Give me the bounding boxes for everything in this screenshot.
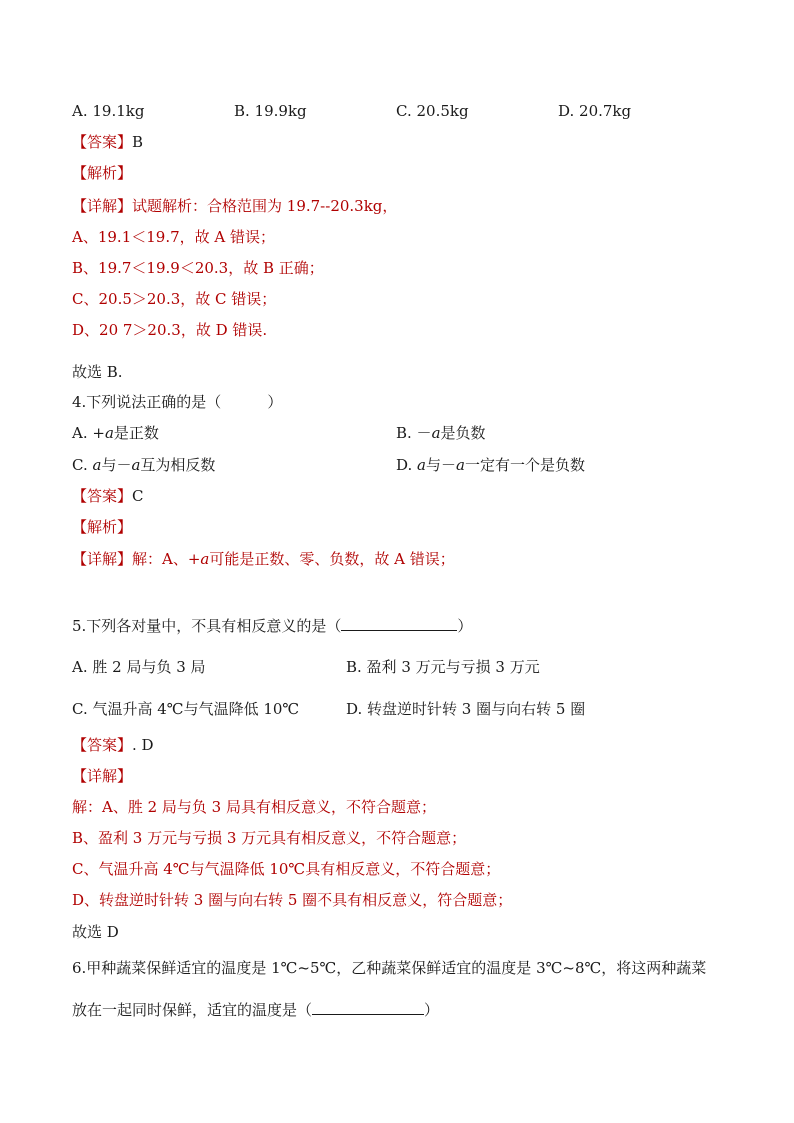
q4-option-b [396,423,486,443]
q4-option-c [72,455,215,475]
q4-b-var: a [431,424,441,442]
q6-stem-text: 放在一起同时保鲜，适宜的温度是（ [72,1001,313,1019]
q3-option-d: D. 20.7kg [558,102,632,120]
q4-answer [72,486,144,506]
q5-line-d: D、转盘逆时针转 3 圈与向右转 5 圈不具有相反意义，符合题意； [72,891,513,909]
q5-option-c: C. 气温升高 4℃与气温降低 10℃ [72,700,300,718]
q3-line-d: D、20 7＞20.3，故 D 错误. [72,321,268,339]
q3-answer [72,132,143,152]
q4-d-pre: D. [396,456,418,474]
q4-a-post: 是正数 [113,424,159,442]
q6-stem-line1: 6.甲种蔬菜保鲜适宜的温度是 1℃~5℃，乙种蔬菜保鲜适宜的温度是 3℃~8℃，将这两种蔬菜 [72,959,707,977]
q5-blank [341,616,457,631]
q5-stem-end: ） [457,617,473,635]
q3-detail [72,196,397,216]
q3-option-a: A. 19.1kg [72,102,145,120]
q4-d-post: 一定有一个是负数 [464,456,585,474]
q4-d-var2: a [456,456,465,474]
q4-option-d [396,455,585,475]
q3-option-c: C. 20.5kg [396,102,469,120]
answer-tag: 【答案】 [72,133,133,151]
q4-detail [72,549,455,569]
q5-conclusion: 故选 D [72,923,119,941]
q3-option-b: B. 19.9kg [234,102,307,120]
q4-d-var1: a [417,456,426,474]
q5-line-b: B、盈利 3 万元与亏损 3 万元具有相反意义，不符合题意； [72,829,467,847]
q5-option-d: D. 转盘逆时针转 3 圈与向右转 5 圈 [346,700,586,718]
q4-option-a [72,423,159,443]
q3-line-a: A、19.1＜19.7，故 A 错误； [72,228,275,246]
q4-d-mid: 与－ [425,456,456,474]
q3-line-b: B、19.7＜19.9＜20.3，故 B 正确； [72,259,324,277]
q5-stem-text: 5.下列各对量中，不具有相反意义的是（ [72,617,342,635]
q4-a-var: a [104,424,114,442]
q4-c-mid: 与－ [101,456,132,474]
q3-line-c: C、20.5＞20.3，故 C 错误； [72,290,277,308]
q4-detail-var: a [200,550,210,568]
q4-b-post: 是负数 [440,424,486,442]
answer-value: . D [132,736,154,754]
q6-blank [312,1000,424,1015]
detail-tag: 【详解】 [72,197,133,215]
q5-option-a: A. 胜 2 局与负 3 局 [72,658,206,676]
q4-analysis-tag: 【解析】 [72,518,133,536]
answer-value: C [132,487,144,505]
q3-conclusion: 故选 B. [72,363,123,381]
q6-stem-end: ） [424,1001,440,1019]
q4-detail-post: 可能是正数、零、负数，故 A 错误； [209,550,455,568]
q4-blank [221,393,267,407]
q4-c-post: 互为相反数 [140,456,216,474]
q5-detail-tag: 【详解】 [72,767,133,785]
answer-value: B [132,133,144,151]
q5-option-b: B. 盈利 3 万元与亏损 3 万元 [346,658,540,676]
q3-analysis-tag: 【解析】 [72,164,133,182]
q5-answer [72,735,154,755]
q4-detail-pre: 解：A、+ [132,550,201,568]
answer-tag: 【答案】 [72,736,133,754]
detail-text: 试题解析：合格范围为 19.7--20.3kg， [132,197,398,215]
q4-stem [72,392,282,412]
q5-stem [72,616,472,636]
q5-line-c: C、气温升高 4℃与气温降低 10℃具有相反意义，不符合题意； [72,860,501,878]
q6-stem-line2 [72,1000,439,1020]
q4-stem-end: ） [267,393,283,411]
q4-c-var2: a [131,456,141,474]
q4-c-pre: C. [72,456,93,474]
answer-tag: 【答案】 [72,487,133,505]
q4-stem-text: 4.下列说法正确的是（ [72,393,222,411]
q5-line-a: 解：A、胜 2 局与负 3 局具有相反意义，不符合题意； [72,798,436,816]
detail-tag: 【详解】 [72,550,133,568]
q4-b-pre: B. － [396,424,432,442]
q4-c-var1: a [92,456,102,474]
q4-a-pre: A. + [72,424,105,442]
